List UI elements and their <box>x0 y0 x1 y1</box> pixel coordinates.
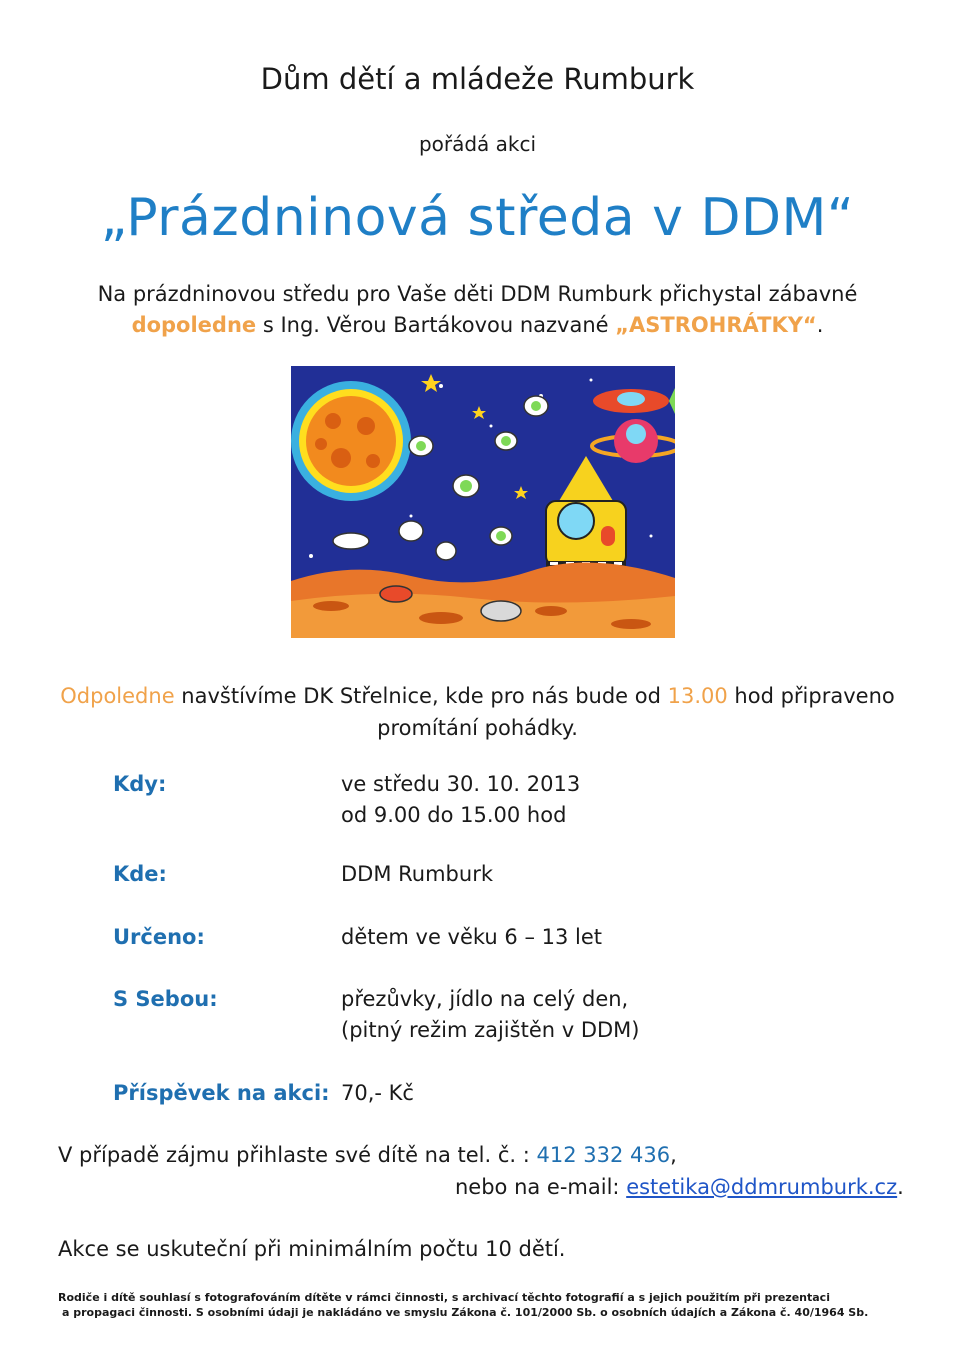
contact-email-link[interactable]: estetika@ddmrumburk.cz <box>626 1175 898 1199</box>
organization-name: Dům dětí a mládeže Rumburk <box>260 62 695 96</box>
detail-value-fee: 70,- Kč <box>341 1081 414 1105</box>
detail-label-intended: Určeno: <box>113 925 205 949</box>
afternoon-word: Odpoledne <box>60 684 175 708</box>
detail-value-intended: dětem ve věku 6 – 13 let <box>341 925 603 949</box>
contact-email-end: . <box>897 1175 904 1199</box>
detail-bring-line-1: přezůvky, jídlo na celý den, <box>341 987 629 1011</box>
intro-end: . <box>816 313 824 337</box>
organizes-label: pořádá akci <box>418 132 537 156</box>
detail-label-fee: Příspěvek na akci: <box>113 1081 330 1105</box>
intro-paragraph <box>60 279 895 341</box>
program-name: „ASTROHRÁTKY“ <box>615 313 817 337</box>
intro-mid: s Ing. Věrou Bartákovou nazvané <box>256 313 616 337</box>
detail-label-bring: S Sebou: <box>113 987 218 1011</box>
morning-word: dopoledne <box>131 313 257 337</box>
detail-value-when <box>341 769 580 831</box>
detail-bring-line-2: (pitný režim zajištěn v DDM) <box>341 1018 640 1042</box>
minimum-participants-note: Akce se uskuteční při minimálním počtu 10 dětí. <box>58 1237 566 1261</box>
detail-label-when: Kdy: <box>113 772 167 796</box>
contact-email-line <box>455 1175 904 1199</box>
afternoon-text-1: navštívíme DK Střelnice, kde pro nás bude od <box>174 684 668 708</box>
detail-label-where: Kde: <box>113 862 167 886</box>
contact-phone-text: V případě zájmu přihlaste své dítě na tel. č. : <box>58 1143 537 1167</box>
detail-when-date: ve středu 30. 10. 2013 <box>341 772 581 796</box>
afternoon-paragraph <box>40 680 915 744</box>
contact-phone-line <box>58 1143 677 1167</box>
contact-phone-end: , <box>670 1143 677 1167</box>
footer-line-1: Rodiče i dítě souhlasí s fotografováním dítěte v rámci činnosti, s archivací těchto fotografií a s jejich použitím při prezentaci <box>58 1291 830 1304</box>
footer-line-2: a propagaci činnosti. S osobními údaji je nakládáno ve smyslu Zákona č. 101/2000 Sb. o osobních údajích a Zákona č. 40/1964 Sb. <box>62 1306 869 1319</box>
afternoon-line-1 <box>40 680 915 712</box>
detail-value-bring <box>341 984 639 1046</box>
detail-when-time: od 9.00 do 15.00 hod <box>341 803 567 827</box>
space-cartoon-illustration <box>291 366 675 638</box>
contact-phone-number: 412 332 436 <box>536 1143 671 1167</box>
afternoon-time: 13.00 <box>667 684 728 708</box>
afternoon-text-2: hod připraveno <box>727 684 895 708</box>
contact-email-text: nebo na e-mail: <box>455 1175 627 1199</box>
detail-value-where: DDM Rumburk <box>341 862 493 886</box>
intro-line-2 <box>60 310 895 341</box>
event-title: „Prázdninová středa v DDM“ <box>100 188 855 248</box>
intro-line-1: Na prázdninovou středu pro Vaše děti DDM Rumburk přichystal zábavné <box>97 282 858 306</box>
afternoon-line-2: promítání pohádky. <box>377 716 578 740</box>
footer-note <box>58 1290 898 1320</box>
